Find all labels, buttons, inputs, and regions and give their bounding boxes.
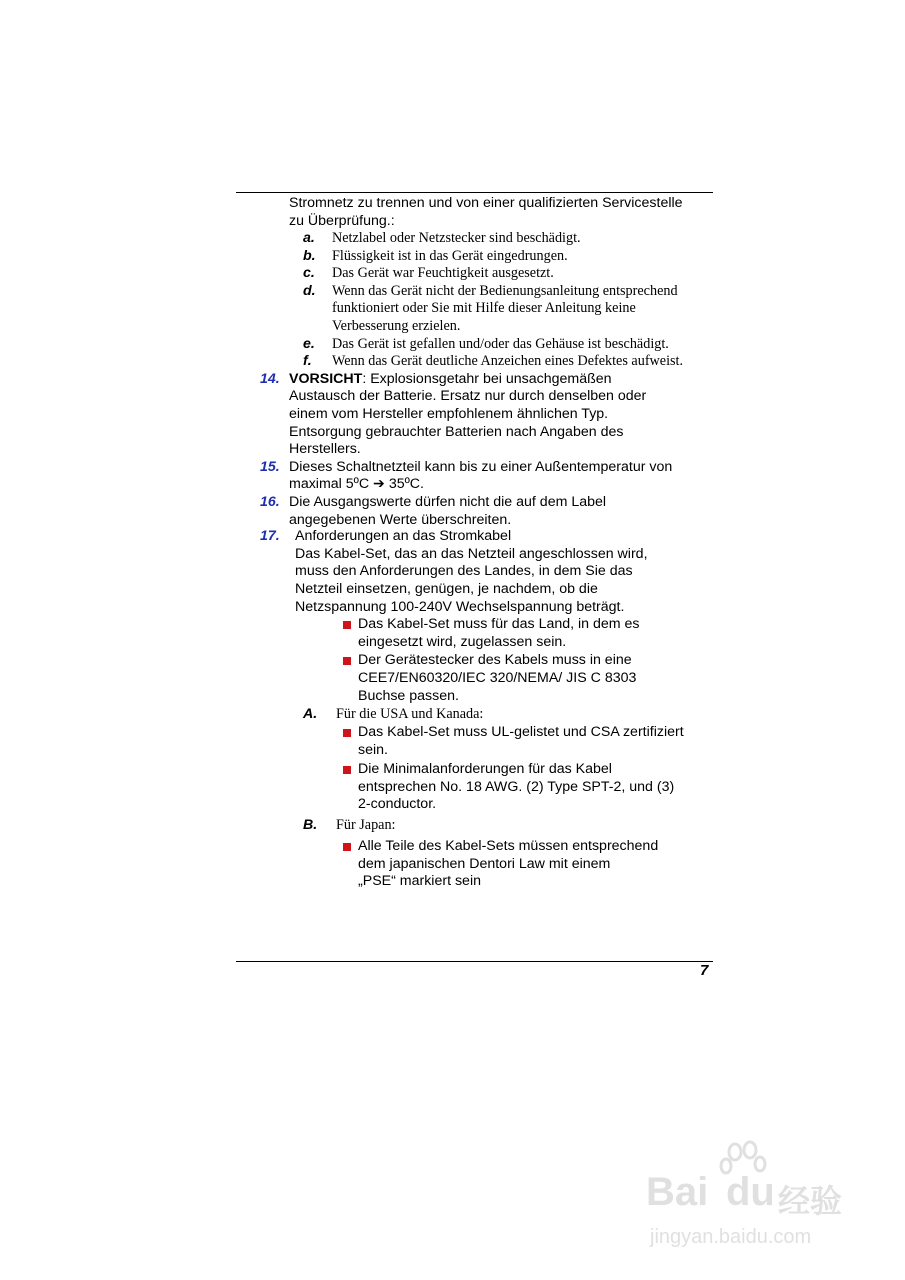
- sub-item-letter: b.: [303, 247, 316, 264]
- item-17-text: Anforderungen an das Stromkabel: [295, 528, 512, 545]
- item-14-first-line: [289, 371, 612, 389]
- item-14-text: Herstellers.: [289, 441, 361, 458]
- sub-item-text: Das Gerät war Feuchtigkeit ausgesetzt.: [332, 265, 554, 282]
- intro-line: Stromnetz zu trennen und von einer qualifizierten Servicestelle: [289, 195, 683, 211]
- sub-item-letter: a.: [303, 230, 315, 246]
- watermark-brand: du: [726, 1170, 775, 1214]
- item-15-text: maximal 5ºC ➔ 35ºC.: [289, 476, 424, 493]
- baidu-watermark: [640, 1140, 860, 1260]
- bullet-text: eingesetzt wird, zugelassen sein.: [358, 633, 567, 650]
- bullet-text: sein.: [358, 742, 388, 758]
- page-number: 7: [700, 962, 709, 979]
- item-17-text: muss den Anforderungen des Landes, in dem Sie das: [295, 563, 633, 580]
- item-14-text: : Explosionsgetahr bei unsachgemäßen: [362, 370, 612, 387]
- sub-item-text: Netzlabel oder Netzstecker sind beschädigt.: [332, 230, 581, 246]
- item-number: 17.: [260, 528, 280, 545]
- bullet-text: Das Kabel-Set muss für das Land, in dem es: [358, 616, 640, 633]
- bullet-text: Das Kabel-Set muss UL-gelistet und CSA zertifiziert: [358, 724, 684, 741]
- sub-item-text: Wenn das Gerät nicht der Bedienungsanleitung entsprechend: [332, 282, 678, 299]
- footer-rule: [236, 961, 713, 962]
- caution-label: VORSICHT: [289, 370, 363, 387]
- item-number: 14.: [260, 370, 280, 387]
- bullet-text: entsprechen No. 18 AWG. (2) Type SPT-2, und (3): [358, 778, 675, 795]
- header-rule: [236, 192, 713, 193]
- watermark-url: jingyan.baidu.com: [650, 1226, 812, 1248]
- bullet-text: CEE7/EN60320/IEC 320/NEMA/ JIS C 8303: [358, 670, 637, 686]
- red-bullet-icon: [343, 657, 351, 665]
- sub-item-text: funktioniert oder Sie mit Hilfe dieser Anleitung keine: [332, 300, 636, 317]
- intro-line: zu Überprüfung.:: [289, 212, 395, 229]
- watermark-brand: Bai: [646, 1170, 709, 1214]
- item-17-text: Netzteil einsetzen, genügen, je nachdem, ob die: [295, 581, 598, 597]
- sub-item-letter: f.: [303, 353, 312, 370]
- item-14-text: Austausch der Batterie. Ersatz nur durch denselben oder: [289, 388, 647, 405]
- bullet-text: „PSE“ markiert sein: [358, 873, 481, 890]
- bullet-text: 2-conductor.: [358, 796, 437, 813]
- red-bullet-icon: [343, 621, 351, 629]
- red-bullet-icon: [343, 729, 351, 737]
- sub-item-letter: c.: [303, 265, 315, 282]
- item-number: 15.: [260, 458, 280, 475]
- bullet-text: Die Minimalanforderungen für das Kabel: [358, 761, 612, 777]
- bullet-text: Der Gerätestecker des Kabels muss in eine: [358, 652, 632, 669]
- red-bullet-icon: [343, 843, 351, 851]
- red-bullet-icon: [343, 766, 351, 774]
- sub-item-text: Das Gerät ist gefallen und/oder das Gehäuse ist beschädigt.: [332, 335, 669, 352]
- item-number: 16.: [260, 494, 280, 510]
- item-16-text: angegebenen Werte überschreiten.: [289, 511, 512, 528]
- item-15-text: Dieses Schaltnetzteil kann bis zu einer Außentemperatur von: [289, 458, 673, 475]
- bullet-text: Buchse passen.: [358, 687, 459, 704]
- watermark-cn: 经验: [778, 1183, 843, 1219]
- section-title: Für Japan:: [336, 817, 396, 833]
- item-14-text: Entsorgung gebrauchter Batterien nach Angaben des: [289, 423, 624, 440]
- sub-item-letter: e.: [303, 335, 315, 352]
- bullet-text: dem japanischen Dentori Law mit einem: [358, 855, 611, 872]
- item-17-text: Netzspannung 100-240V Wechselspannung beträgt.: [295, 598, 625, 615]
- section-letter: A.: [303, 706, 318, 722]
- item-14-text: einem vom Hersteller empfohlenem ähnlichen Typ.: [289, 406, 609, 422]
- sub-item-text: Verbesserung erzielen.: [332, 318, 461, 334]
- sub-item-text: Flüssigkeit ist in das Gerät eingedrungen.: [332, 247, 568, 264]
- bullet-text: Alle Teile des Kabel-Sets müssen entsprechend: [358, 838, 659, 855]
- sub-item-letter: d.: [303, 282, 316, 299]
- section-letter: B.: [303, 817, 318, 833]
- item-17-text: Das Kabel-Set, das an das Netzteil angeschlossen wird,: [295, 545, 648, 562]
- item-16-text: Die Ausgangswerte dürfen nicht die auf dem Label: [289, 494, 607, 510]
- section-title: Für die USA und Kanada:: [336, 706, 484, 722]
- sub-item-text: Wenn das Gerät deutliche Anzeichen eines Defektes aufweist.: [332, 353, 684, 370]
